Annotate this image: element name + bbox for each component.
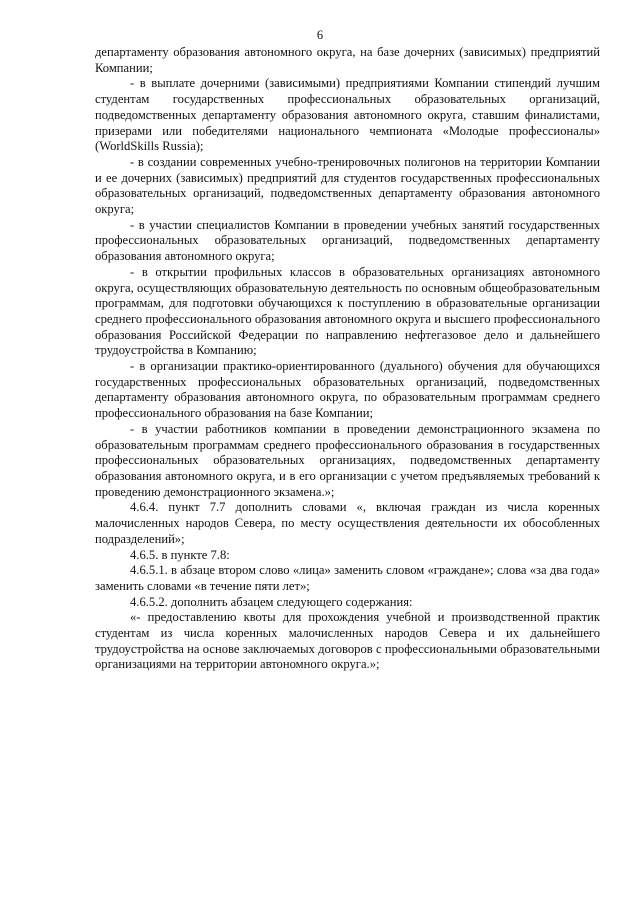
paragraph: - в открытии профильных классов в образовательных организациях автономного округа, осуществляющих образовательную деятельность по основным общеобразовательным программам, для подготовки обучающихся к поступлению в образовательные организации среднего профессионального образования автономного округа и высшего профессионального образования Российской Федерации по направлению нефтегазовое дело и дальнейшего трудоустройства в Компанию; bbox=[95, 264, 600, 358]
page-number: 6 bbox=[316, 28, 324, 42]
paragraph: - в создании современных учебно-тренировочных полигонов на территории Компании и ее дочерних (зависимых) предприятий для студентов государственных профессиональных образовательных организаций, подведомственных департаменту образования автономного округа; bbox=[95, 154, 600, 217]
paragraph: департаменту образования автономного округа, на базе дочерних (зависимых) предприятий Компании; bbox=[95, 45, 600, 75]
document-body bbox=[95, 45, 600, 673]
paragraph: 4.6.4. пункт 7.7 дополнить словами «, включая граждан из числа коренных малочисленных народов Севера, по месту осуществления деятельности их обособленных подразделений»; bbox=[95, 500, 600, 546]
paragraph: - в участии работников компании в проведении демонстрационного экзамена по образовательным программам среднего профессионального образования в государственных профессиональных образовательных организациях, подведомственных департаменту образования автономного округа, и в его организации с учетом предъявляемых требований к проведению демонстрационного экзамена.»; bbox=[95, 421, 600, 499]
paragraph: - в участии специалистов Компании в проведении учебных занятий государственных профессиональных образовательных организаций, подведомственных департаменту образования автономного округа; bbox=[95, 217, 600, 264]
paragraph: 4.6.5.2. дополнить абзацем следующего содержания: bbox=[130, 594, 413, 609]
paragraph: - в организации практико-ориентированного (дуального) обучения для обучающихся государственных профессиональных образовательных организаций, подведомственных департаменту образования автономного округа, по образовательным программам среднего профессионального образования на базе Компании; bbox=[95, 359, 600, 421]
paragraph: 4.6.5.1. в абзаце втором слово «лица» заменить словом «граждане»; слова «за два года» заменить словами «в течение пяти лет»; bbox=[95, 563, 600, 593]
paragraph: «- предоставлению квоты для прохождения учебной и производственной практик студентам из числа коренных малочисленных народов Севера и их дальнейшего трудоустройства на основе заключаемых договоров с профессиональными образовательными организациями на территории автономного округа.»; bbox=[95, 610, 600, 672]
paragraph: 4.6.5. в пункте 7.8: bbox=[130, 547, 230, 562]
paragraph: - в выплате дочерними (зависимыми) предприятиями Компании стипендий лучшим студентам государственных профессиональных образовательных организаций, подведомственных департаменту образования автономного округа, ставшим финалистами, призерами или победителями национального чемпионата «Молодые профессионалы» (WorldSkills Russia); bbox=[95, 76, 600, 154]
